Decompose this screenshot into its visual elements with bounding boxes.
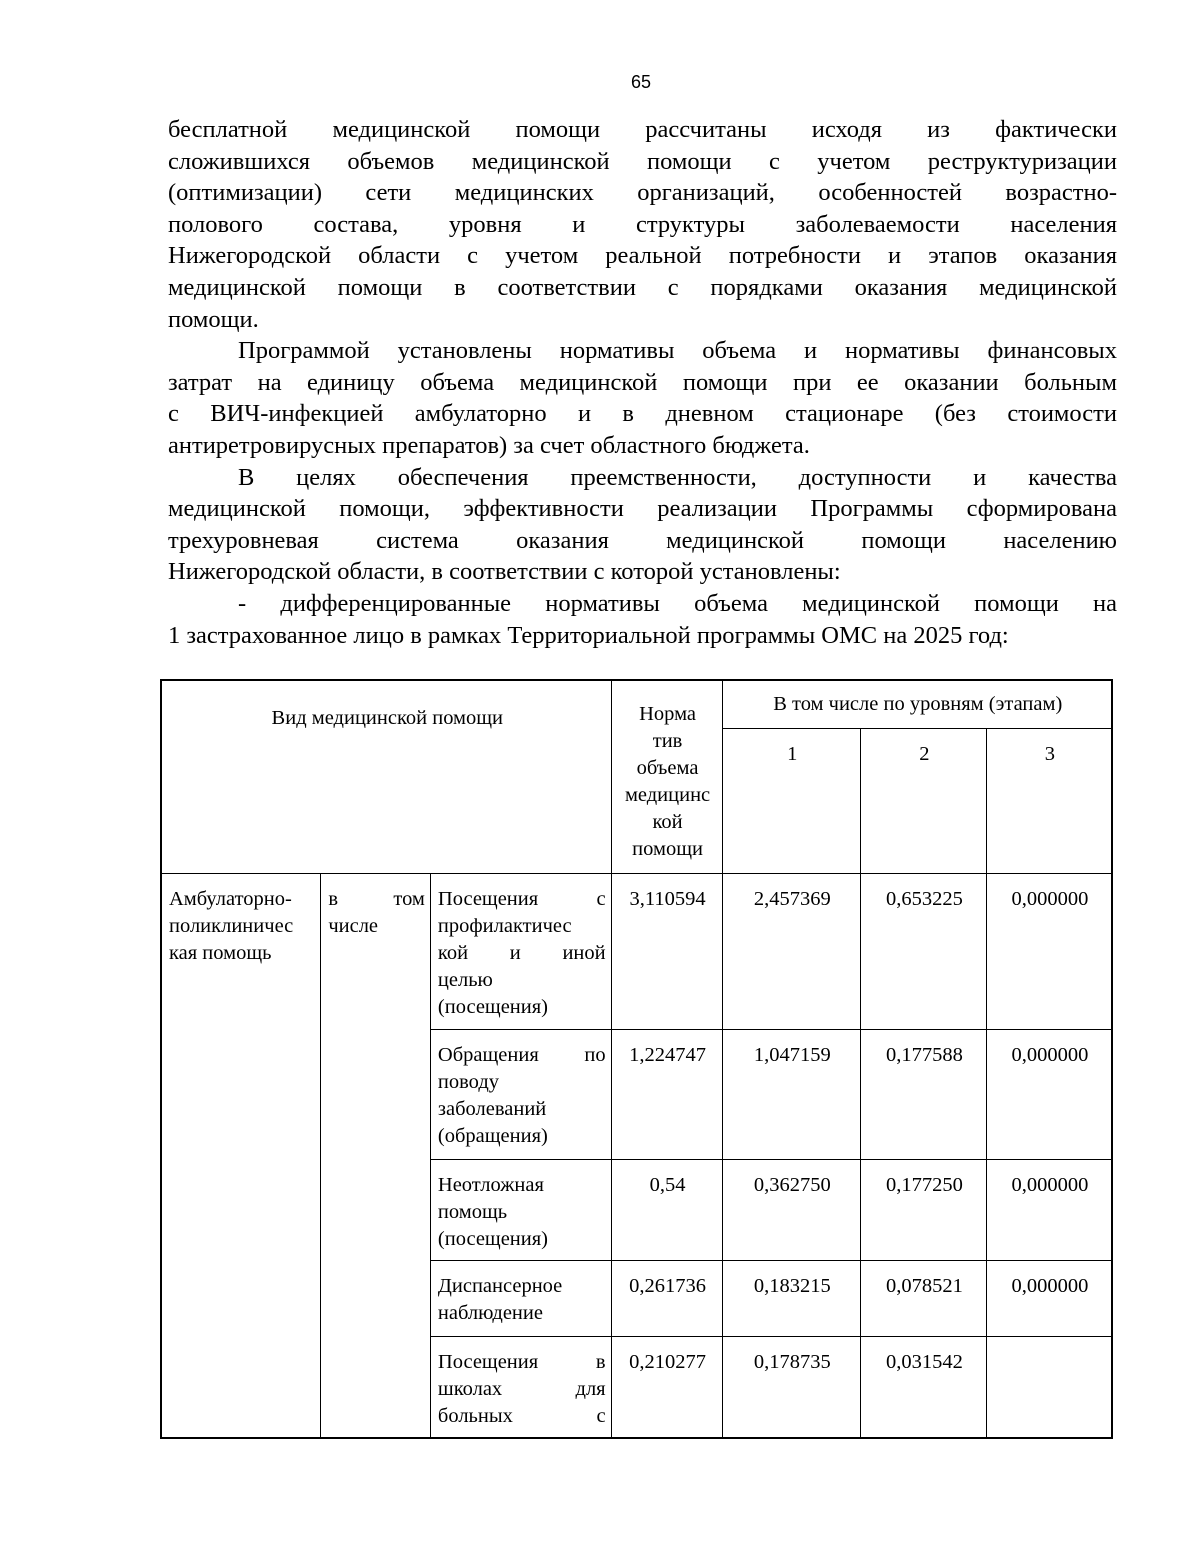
row-name-line: заболеваний	[437, 1097, 547, 1120]
cell-l1: 0,178735	[722, 1336, 861, 1438]
header-norm-line: медицинс	[624, 784, 711, 806]
cell-l2: 0,177588	[861, 1029, 987, 1159]
header-level-2: 2	[861, 728, 987, 873]
row-name-line: Диспансерное	[437, 1274, 563, 1297]
cell-l3: 0,000000	[986, 873, 1112, 1029]
cell-l3: 0,000000	[986, 1029, 1112, 1159]
subgroup-label	[321, 873, 431, 1438]
row-name-line: Посещения с	[437, 887, 606, 910]
table-row	[161, 873, 1112, 1029]
cell-norm: 1,224747	[611, 1029, 722, 1159]
header-norm-line: помощи	[632, 838, 703, 860]
cell-norm: 3,110594	[611, 873, 722, 1029]
row-name	[430, 1336, 611, 1438]
paragraph-line: сложившихся объемов медицинской помощи с учетом реструктуризации	[168, 147, 1117, 175]
cell-l1: 1,047159	[722, 1029, 861, 1159]
cell-l2: 0,031542	[861, 1336, 987, 1438]
header-level-1: 1	[722, 728, 861, 873]
row-name-line: кой и иной	[437, 941, 606, 964]
row-name	[430, 1029, 611, 1159]
subgroup-label-line: числе	[328, 914, 379, 937]
paragraph-line: трехуровневая система оказания медицинской помощи населению	[168, 526, 1117, 554]
cell-norm: 0,261736	[611, 1260, 722, 1336]
paragraph-line: полового состава, уровня и структуры заболеваемости населения	[168, 210, 1117, 238]
volume-norms-table	[160, 679, 1113, 1439]
paragraph-line: медицинской помощи в соответствии с порядками оказания медицинской	[168, 273, 1117, 301]
row-name-line: больных с	[437, 1404, 606, 1427]
header-care-type: Вид медицинской помощи	[161, 680, 611, 873]
paragraph-line: В целях обеспечения преемственности, доступности и качества	[238, 463, 1117, 491]
row-name	[430, 1260, 611, 1336]
document-body	[168, 114, 1117, 651]
cell-l1: 0,362750	[722, 1159, 861, 1260]
row-name	[430, 1159, 611, 1260]
paragraph-line: 1 застрахованное лицо в рамках Территориальной программы ОМС на 2025 год:	[168, 621, 1009, 649]
header-norm	[611, 680, 722, 873]
row-name-line: профилактичес	[437, 914, 572, 937]
paragraph-line: с ВИЧ-инфекцией амбулаторно и в дневном стационаре (без стоимости	[168, 400, 1117, 428]
paragraph-line: затрат на единицу объема медицинской помощи при ее оказании больным	[168, 368, 1117, 396]
paragraph-line: медицинской помощи, эффективности реализации Программы сформирована	[168, 495, 1117, 523]
paragraph-line: Нижегородской области с учетом реальной потребности и этапов оказания	[168, 242, 1117, 270]
cell-l1: 0,183215	[722, 1260, 861, 1336]
row-name-line: поводу	[437, 1070, 500, 1093]
cell-l3: 0,000000	[986, 1159, 1112, 1260]
cell-l1: 2,457369	[722, 873, 861, 1029]
row-name-line: (обращения)	[437, 1124, 548, 1147]
group-label-line: Амбулаторно-	[169, 887, 292, 910]
cell-norm: 0,210277	[611, 1336, 722, 1438]
cell-l3	[986, 1336, 1112, 1438]
cell-l2: 0,078521	[861, 1260, 987, 1336]
paragraph-line: помощи.	[168, 305, 259, 333]
row-name-line: (посещения)	[437, 1227, 548, 1250]
row-name-line: Обращения по	[437, 1043, 606, 1066]
header-norm-line: тив	[652, 730, 683, 752]
paragraph-line: Программой установлены нормативы объема и нормативы финансовых	[238, 337, 1117, 365]
row-name-line: наблюдение	[437, 1301, 543, 1324]
paragraph-line: - дифференцированные нормативы объема медицинской помощи на	[238, 589, 1117, 617]
subgroup-label-line: в том	[328, 887, 425, 910]
header-norm-line: Норма	[639, 703, 697, 725]
header-levels: В том числе по уровням (этапам)	[722, 680, 1112, 728]
row-name	[430, 873, 611, 1029]
paragraph-line: антиретровирусных препаратов) за счет областного бюджета.	[168, 431, 810, 459]
group-label-line: поликлиничес	[169, 914, 294, 937]
row-name-line: Посещения в	[437, 1350, 606, 1373]
row-name-line: (посещения)	[437, 995, 548, 1018]
row-name-line: Неотложная	[437, 1173, 544, 1196]
cell-l3: 0,000000	[986, 1260, 1112, 1336]
cell-l2: 0,653225	[861, 873, 987, 1029]
paragraph-line: Нижегородской области, в соответствии с которой установлены:	[168, 558, 841, 586]
paragraph-line: бесплатной медицинской помощи рассчитаны исходя из фактически	[168, 116, 1117, 143]
row-name-line: школах для	[437, 1377, 606, 1400]
cell-l2: 0,177250	[861, 1159, 987, 1260]
group-label-line: кая помощь	[169, 941, 272, 964]
cell-norm: 0,54	[611, 1159, 722, 1260]
header-norm-line: объема	[636, 757, 699, 779]
paragraph-line: (оптимизации) сети медицинских организаций, особенностей возрастно-	[168, 179, 1117, 207]
row-name-line: помощь	[437, 1200, 508, 1223]
group-label	[161, 873, 321, 1438]
header-level-3: 3	[986, 728, 1112, 873]
header-norm-line: кой	[652, 811, 683, 833]
page-number: 65	[630, 72, 652, 92]
row-name-line: целью	[437, 968, 493, 991]
